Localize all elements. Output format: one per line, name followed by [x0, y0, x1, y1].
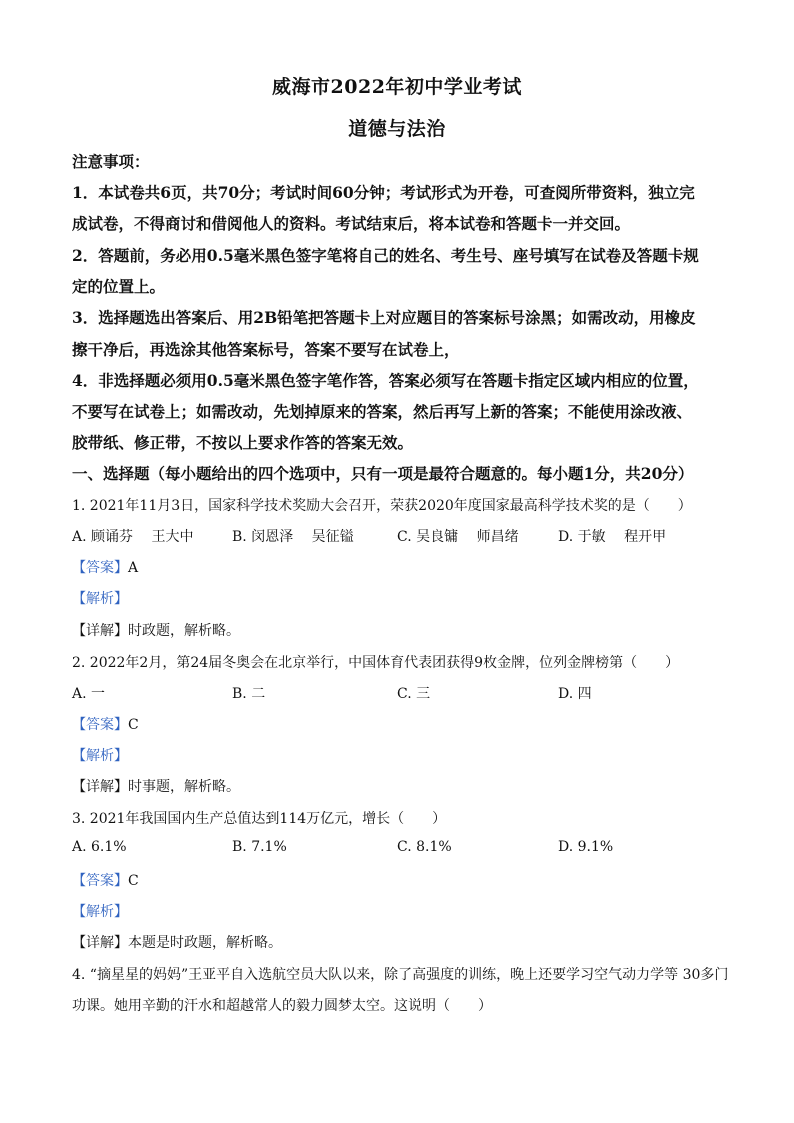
notice-line: 不要写在试卷上；如需改动，先划掉原来的答案，然后再写上新的答案；不能使用涂改液、 [72, 402, 693, 421]
option-d: D. 四 [558, 686, 592, 702]
question-stem-continued: 功课。她用辛勤的汗水和超越常人的毅力圆梦太空。这说明（ ） [72, 998, 492, 1014]
detail-row [72, 776, 240, 796]
detail-tag: 【详解】 [72, 935, 128, 951]
option-d: D. 于敏 程开甲 [558, 529, 667, 545]
question-stem: 1. 2021年11月3日，国家科学技术奖励大会召开，荣获2020年度国家最高科学技术奖的是（ ） [72, 498, 692, 514]
analysis-tag: 【解析】 [72, 904, 128, 920]
notice-line: 成试卷，不得商讨和借阅他人的资料。考试结束后，将本试卷和答题卡一并交回。 [72, 214, 631, 233]
analysis-row [72, 745, 128, 765]
analysis-row [72, 588, 128, 608]
analysis-row [72, 901, 128, 921]
answer-tag: 【答案】 [72, 717, 128, 733]
detail-text: 时政题，解析略。 [128, 623, 240, 639]
question-stem: 4. “摘星星的妈妈”王亚平自入选航空员大队以来，除了高强度的训练，晚上还要学习空气动力学等 30多门 [72, 967, 729, 983]
option-a: A. 一 [72, 686, 106, 702]
answer-value: A [128, 560, 139, 576]
detail-row [72, 932, 282, 952]
notice-line: 擦干净后，再选涂其他答案标号，答案不要写在试卷上， [72, 340, 460, 359]
answer-row [72, 557, 138, 577]
exam-title: 威海市2022年初中学业考试 [272, 76, 522, 98]
answer-value: C [128, 717, 139, 733]
answer-tag: 【答案】 [72, 873, 128, 889]
notice-line: 1．本试卷共6页，共70分；考试时间60分钟；考试形式为开卷，可查阅所带资料，独立完 [72, 183, 695, 202]
notice-line: 胶带纸、修正带，不按以上要求作答的答案无效。 [72, 433, 414, 452]
notice-line: 4．非选择题必须用0.5毫米黑色签字笔作答，答案必须写在答题卡指定区域内相应的位置， [72, 371, 699, 390]
option-c: C. 8.1% [397, 839, 452, 855]
option-b: B. 7.1% [232, 839, 287, 855]
analysis-tag: 【解析】 [72, 748, 128, 764]
option-a: A. 顾诵芬 王大中 [72, 529, 194, 545]
option-c: C. 吴良镛 师昌绪 [397, 529, 519, 545]
detail-tag: 【详解】 [72, 779, 128, 795]
detail-text: 本题是时政题，解析略。 [128, 935, 282, 951]
option-b: B. 二 [232, 686, 266, 702]
answer-value: C [128, 873, 139, 889]
exam-subject: 道德与法治 [348, 118, 446, 140]
question-stem: 2. 2022年2月，第24届冬奥会在北京举行，中国体育代表团获得9枚金牌，位列金牌榜第（ ） [72, 655, 680, 671]
option-a: A. 6.1% [72, 839, 127, 855]
detail-text: 时事题，解析略。 [128, 779, 240, 795]
notice-heading: 注意事项： [72, 152, 150, 171]
notice-line: 定的位置上。 [72, 277, 166, 296]
option-b: B. 闵恩泽 吴征镒 [232, 529, 354, 545]
detail-row [72, 620, 240, 640]
answer-row [72, 714, 139, 734]
notice-line: 3．选择题选出答案后、用2B铅笔把答题卡上对应题目的答案标号涂黑；如需改动，用橡皮 [72, 308, 696, 327]
option-d: D. 9.1% [558, 839, 614, 855]
question-stem: 3. 2021年我国国内生产总值达到114万亿元，增长（ ） [72, 811, 447, 827]
answer-tag: 【答案】 [72, 560, 128, 576]
option-c: C. 三 [397, 686, 431, 702]
analysis-tag: 【解析】 [72, 591, 128, 607]
answer-row [72, 870, 139, 890]
notice-line: 2．答题前，务必用0.5毫米黑色签字笔将自己的姓名、考生号、座号填写在试卷及答题卡规 [72, 246, 699, 265]
section-heading: 一、选择题（每小题给出的四个选项中，只有一项是最符合题意的。每小题1分，共20分） [72, 464, 694, 483]
detail-tag: 【详解】 [72, 623, 128, 639]
